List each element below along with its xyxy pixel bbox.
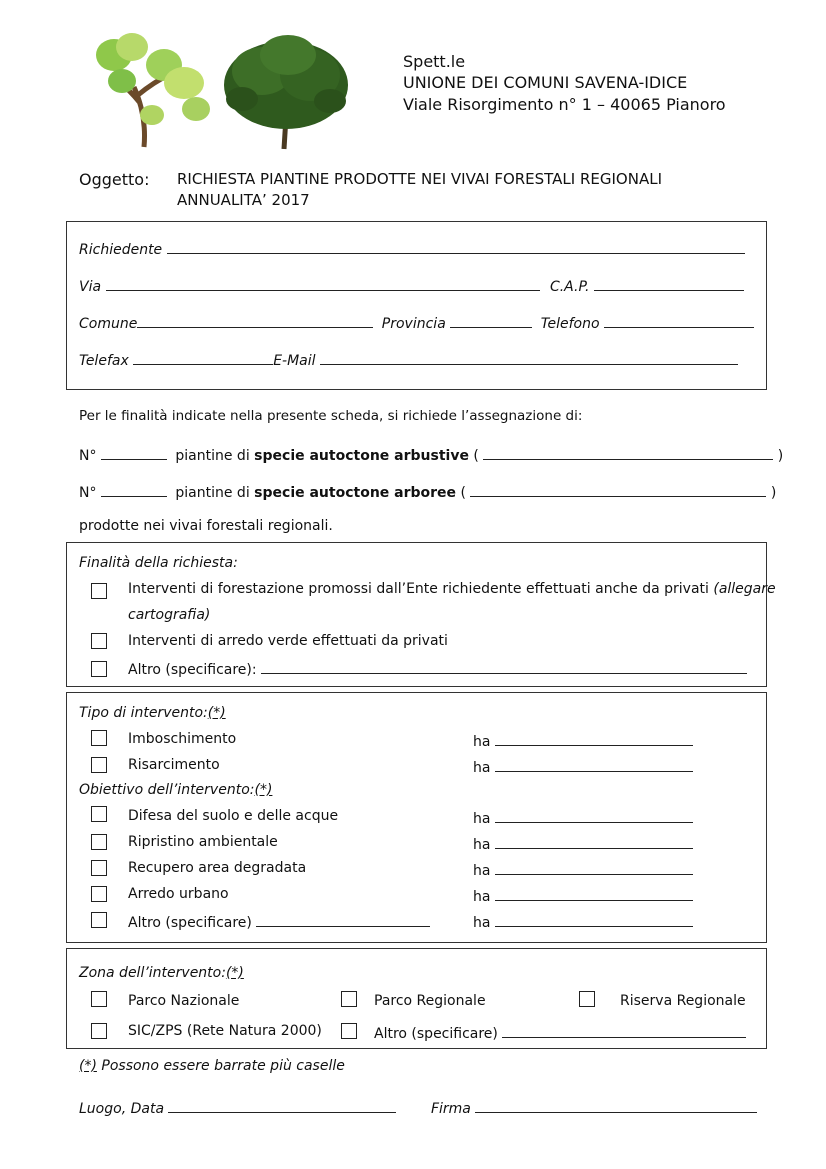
recipient-address: Viale Risorgimento n° 1 – 40065 Pianoro [403, 95, 726, 114]
arbustive-species-field[interactable] [483, 445, 773, 460]
tipo-ha-field-1[interactable] [495, 731, 693, 746]
arboree-row [79, 482, 776, 501]
telefax-field[interactable] [133, 350, 273, 365]
ha-label: ha [473, 837, 491, 853]
email-field[interactable] [320, 350, 738, 365]
tipo-item-1: Imboschimento [128, 731, 237, 747]
luogo-data-label: Luogo, Data [79, 1101, 165, 1117]
tipo-title [79, 705, 226, 721]
zona-title [79, 965, 244, 981]
arbustive-quantity-field[interactable] [101, 445, 167, 460]
request-outro: prodotte nei vivai forestali regionali. [79, 518, 333, 534]
subject-line1: RICHIESTA PIANTINE PRODOTTE NEI VIVAI FORESTALI REGIONALI [177, 170, 663, 188]
cap-label: C.A.P. [549, 279, 590, 295]
footnote-mark: (*) [79, 1058, 97, 1074]
telefono-field[interactable] [604, 313, 754, 328]
ha-label: ha [473, 863, 491, 879]
obiettivo-checkbox-1[interactable] [91, 806, 107, 822]
n-label: N° [79, 485, 97, 501]
finalita-option-3-label: Altro (specificare): [128, 662, 257, 678]
request-intro: Per le finalità indicate nella presente scheda, si richiede l’assegnazione di: [79, 408, 583, 424]
email-label: E-Mail [273, 353, 316, 369]
tree-illustration [92, 25, 352, 153]
obiettivo-item-5 [128, 912, 430, 931]
richiedente-label: Richiedente [79, 242, 163, 258]
obiettivo-ha-3 [473, 860, 693, 879]
telefax-row [79, 350, 738, 369]
finalita-checkbox-1[interactable] [91, 583, 107, 599]
tipo-checkbox-2[interactable] [91, 757, 107, 773]
finalita-option-1-label: Interventi di forestazione promossi dall’Ente richiedente effettuati anche da privati [128, 581, 709, 597]
provincia-label: Provincia [381, 316, 446, 332]
tipo-ha-1 [473, 731, 693, 750]
parco-nazionale-label: Parco Nazionale [128, 993, 240, 1009]
signature-row [79, 1098, 757, 1117]
arboree-label: specie autoctone arboree [254, 485, 457, 501]
n-label: N° [79, 448, 97, 464]
ha-label: ha [473, 915, 491, 931]
ha-label: ha [473, 734, 491, 750]
piantine-di-label: piantine di [175, 485, 250, 501]
obiettivo-ha-field-4[interactable] [495, 886, 693, 901]
via-row [79, 276, 744, 295]
tipo-mark: (*) [207, 705, 226, 721]
close-paren: ) [777, 448, 784, 464]
logo-trees [92, 25, 352, 153]
tipo-item-2: Risarcimento [128, 757, 220, 773]
footnote [79, 1058, 345, 1074]
obiettivo-title-label: Obiettivo dell’intervento: [79, 782, 255, 798]
tipo-ha-field-2[interactable] [495, 757, 693, 772]
obiettivo-item-1: Difesa del suolo e delle acque [128, 808, 339, 824]
arboree-species-field[interactable] [470, 482, 766, 497]
via-label: Via [79, 279, 102, 295]
obiettivo-ha-4 [473, 886, 693, 905]
riserva-regionale-checkbox[interactable] [579, 991, 595, 1007]
tipo-ha-2 [473, 757, 693, 776]
tipo-checkbox-1[interactable] [91, 730, 107, 746]
finalita-option-1-note: (allegare [713, 581, 776, 597]
finalita-other-field[interactable] [261, 659, 747, 674]
close-paren: ) [770, 485, 777, 501]
obiettivo-checkbox-3[interactable] [91, 860, 107, 876]
finalita-checkbox-2[interactable] [91, 633, 107, 649]
parco-regionale-checkbox[interactable] [341, 991, 357, 1007]
ha-label: ha [473, 889, 491, 905]
obiettivo-mark: (*) [254, 782, 273, 798]
provincia-field[interactable] [450, 313, 532, 328]
parco-nazionale-checkbox[interactable] [91, 991, 107, 1007]
zona-altro-row [374, 1023, 746, 1042]
finalita-option-3 [128, 659, 747, 678]
open-paren: ( [473, 448, 479, 464]
obiettivo-item-4: Arredo urbano [128, 886, 229, 902]
obiettivo-other-field[interactable] [256, 912, 430, 927]
finalita-option-1-note-cont: cartografia) [128, 607, 211, 623]
arbustive-row [79, 445, 783, 464]
firma-field[interactable] [475, 1098, 757, 1113]
arbustive-label: specie autoctone arbustive [254, 448, 469, 464]
zona-mark: (*) [225, 965, 244, 981]
zona-altro-checkbox[interactable] [341, 1023, 357, 1039]
tipo-title-label: Tipo di intervento: [79, 705, 208, 721]
richiedente-field[interactable] [167, 239, 745, 254]
finalita-checkbox-3[interactable] [91, 661, 107, 677]
obiettivo-ha-1 [473, 808, 693, 827]
zona-altro-field[interactable] [502, 1023, 746, 1038]
obiettivo-title [79, 782, 272, 798]
obiettivo-ha-field-3[interactable] [495, 860, 693, 875]
firma-label: Firma [430, 1101, 471, 1117]
salutation: Spett.le [403, 52, 466, 71]
comune-label: Comune [79, 316, 138, 332]
open-paren: ( [460, 485, 466, 501]
finalita-option-1 [128, 581, 776, 597]
cap-field[interactable] [594, 276, 744, 291]
obiettivo-ha-5 [473, 912, 693, 931]
ha-label: ha [473, 811, 491, 827]
subject-label: Oggetto: [79, 170, 150, 189]
subject-line2: ANNUALITA’ 2017 [177, 191, 310, 209]
finalita-option-2: Interventi di arredo verde effettuati da privati [128, 633, 448, 649]
zona-altro-label: Altro (specificare) [374, 1026, 498, 1042]
richiedente-row [79, 239, 745, 258]
obiettivo-ha-field-5[interactable] [495, 912, 693, 927]
sic-zps-checkbox[interactable] [91, 1023, 107, 1039]
obiettivo-checkbox-2[interactable] [91, 834, 107, 850]
zona-title-label: Zona dell’intervento: [79, 965, 226, 981]
riserva-regionale-label: Riserva Regionale [620, 993, 746, 1009]
ha-label: ha [473, 760, 491, 776]
obiettivo-item-3: Recupero area degradata [128, 860, 307, 876]
luogo-data-field[interactable] [168, 1098, 396, 1113]
finalita-title: Finalità della richiesta: [79, 555, 238, 571]
arboree-quantity-field[interactable] [101, 482, 167, 497]
obiettivo-item-5-label: Altro (specificare) [128, 915, 252, 931]
telefax-label: Telefax [79, 353, 129, 369]
obiettivo-ha-2 [473, 834, 693, 853]
obiettivo-checkbox-5[interactable] [91, 912, 107, 928]
sic-zps-label: SIC/ZPS (Rete Natura 2000) [128, 1023, 322, 1039]
obiettivo-ha-field-2[interactable] [495, 834, 693, 849]
comune-field[interactable] [137, 313, 373, 328]
parco-regionale-label: Parco Regionale [374, 993, 486, 1009]
via-field[interactable] [106, 276, 540, 291]
footnote-text: Possono essere barrate più caselle [96, 1058, 345, 1074]
obiettivo-checkbox-4[interactable] [91, 886, 107, 902]
telefono-label: Telefono [540, 316, 600, 332]
comune-row [79, 313, 754, 332]
obiettivo-ha-field-1[interactable] [495, 808, 693, 823]
recipient-org: UNIONE DEI COMUNI SAVENA-IDICE [403, 73, 688, 92]
obiettivo-item-2: Ripristino ambientale [128, 834, 278, 850]
piantine-di-label: piantine di [175, 448, 250, 464]
